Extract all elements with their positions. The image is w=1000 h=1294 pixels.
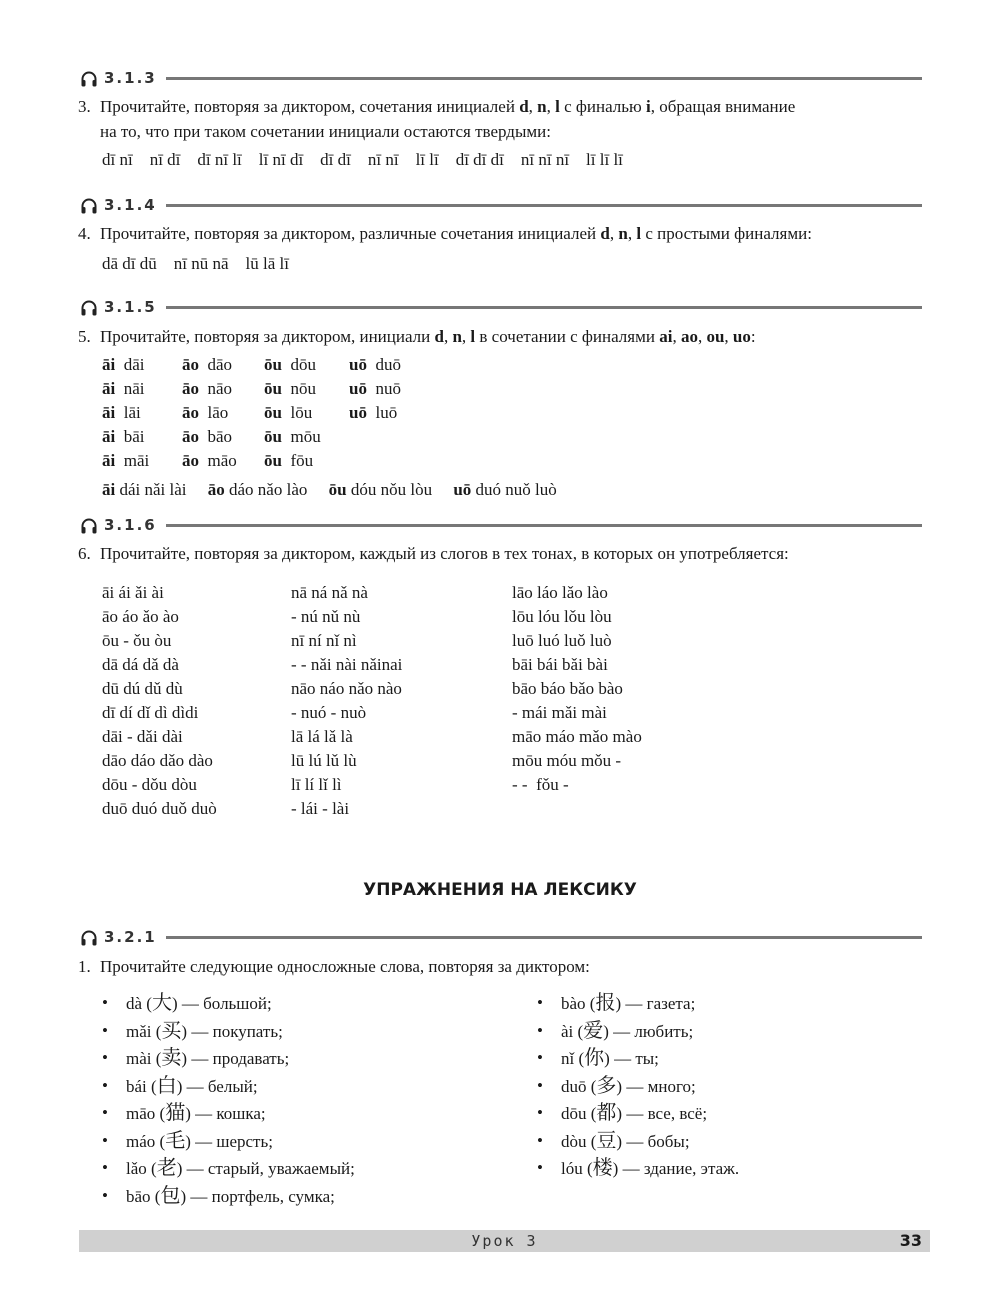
tone-line: mōu móu mǒu - <box>512 751 622 770</box>
tone-line: - nuó - nuò <box>291 703 367 722</box>
page-footer <box>79 1230 930 1252</box>
section-rule <box>166 306 922 309</box>
tone-column-2 <box>291 581 402 821</box>
headphones-icon <box>80 197 98 215</box>
vocab-item: • māo (猫) — кошка; <box>102 1100 355 1128</box>
tone-line: lū lú lǔ lù <box>291 751 357 770</box>
tone-line: dāi - dǎi dài <box>102 727 183 746</box>
exercise-4-instruction: 4. Прочитайте, повторяя за диктором, различные сочетания инициалей d, n, l с простыми финалями: <box>78 224 812 243</box>
tone-line: dāo dáo dǎo dào <box>102 751 213 770</box>
final-ai-column: āi dāi āi nāi āi lāi āi bāi āi māi <box>102 355 150 470</box>
tone-line: lī lí lǐ lì <box>291 775 342 794</box>
vocab-item: • dà (大) — большой; <box>102 990 355 1018</box>
vocab-item: • lǎo (老) — старый, уважаемый; <box>102 1155 355 1183</box>
tone-line: lōu lóu lǒu lòu <box>512 607 612 626</box>
tone-line: bāo báo bǎo bào <box>512 679 623 698</box>
vocab-item: • bāo (包) — портфель, сумка; <box>102 1183 355 1211</box>
tone-line: - - fǒu - <box>512 775 569 794</box>
syllable-row: dī nī nī dī dī nī lī lī nī dī dī dī nī nī lī lī dī dī dī nī nī nī lī lī lī <box>102 150 623 169</box>
tone-line: - mái mǎi mài <box>512 703 607 722</box>
final-ao-column: āo dāo āo nāo āo lāo āo bāo āo māo <box>182 355 237 470</box>
tone-line: luō luó luǒ luò <box>512 631 612 650</box>
vocab-item: • lóu (楼) — здание, этаж. <box>537 1155 739 1183</box>
vocab-item: • duō (多) — много; <box>537 1073 739 1101</box>
exercise-3-instruction: 3. Прочитайте, повторяя за диктором, сочетания инициалей d, n, l с финалью i, обращая внимание на то, что при таком сочетании инициали остаются твердыми: <box>78 97 796 141</box>
section-header-3-1-6 <box>80 516 922 538</box>
section-number: 3.1.4 <box>104 196 157 214</box>
section-header-3-1-4 <box>80 196 922 218</box>
section-header-3-2-1 <box>80 928 922 950</box>
page-number: 33 <box>899 1231 922 1250</box>
section-rule <box>166 936 922 939</box>
tone-line: dū dú dǔ dù <box>102 679 183 698</box>
vocab-exercise-1-instruction: 1. Прочитайте следующие односложные слова, повторяя за диктором: <box>78 957 590 976</box>
tone-line: nī ní nǐ nì <box>291 631 357 650</box>
section-rule <box>166 524 922 527</box>
vocab-item: • dòu (豆) — бобы; <box>537 1128 739 1156</box>
tone-line: ōu - ǒu òu <box>102 631 172 650</box>
vocab-item: • bái (白) — белый; <box>102 1073 355 1101</box>
tone-line: dōu - dǒu dòu <box>102 775 197 794</box>
vocab-item: • nǐ (你) — ты; <box>537 1045 739 1073</box>
section-number: 3.1.3 <box>104 69 157 87</box>
tone-line: āi ái ǎi ài <box>102 583 164 602</box>
headphones-icon <box>80 70 98 88</box>
vocab-item: • ài (爱) — любить; <box>537 1018 739 1046</box>
syllable-row: dā dī dū nī nū nā lū lā lī <box>102 254 289 273</box>
headphones-icon <box>80 299 98 317</box>
final-ou-column: ōu dōu ōu nōu ōu lōu ōu mōu ōu fōu <box>264 355 321 470</box>
tone-line: lā lá lǎ là <box>291 727 353 746</box>
tone-column-3 <box>512 581 642 797</box>
tone-summary-row: āi dái nǎi lài āo dáo nǎo lào ōu dóu nǒu lòu uō duó nuǒ luò <box>102 480 557 499</box>
tone-line: dā dá dǎ dà <box>102 655 179 674</box>
tone-line: duō duó duǒ duò <box>102 799 217 818</box>
section-number: 3.2.1 <box>104 928 157 946</box>
exercise-6-instruction: 6. Прочитайте, повторяя за диктором, каждый из слогов в тех тонах, в которых он употребляется: <box>78 544 789 563</box>
tone-line: - - nǎi nài nǎinai <box>291 655 403 674</box>
tone-column-1 <box>102 581 217 821</box>
vocab-item: • mǎi (买) — покупать; <box>102 1018 355 1046</box>
vocab-item: • máo (毛) — шерсть; <box>102 1128 355 1156</box>
tone-line: bāi bái bǎi bài <box>512 655 608 674</box>
section-header-3-1-3 <box>80 69 922 91</box>
tone-line: āo áo ǎo ào <box>102 607 179 626</box>
vocab-item: • dōu (都) — все, всё; <box>537 1100 739 1128</box>
section-number: 3.1.5 <box>104 298 157 316</box>
final-uo-column: uō duō uō nuō uō luō <box>349 355 401 422</box>
lesson-label: Урок 3 <box>471 1232 538 1250</box>
tone-line: - nú nǔ nù <box>291 607 361 626</box>
tone-line: nāo náo nǎo nào <box>291 679 402 698</box>
section-rule <box>166 204 922 207</box>
vocab-list-right <box>537 990 739 1183</box>
tone-line: nā ná nǎ nà <box>291 583 368 602</box>
tone-line: lāo láo lǎo lào <box>512 583 608 602</box>
vocabulary-heading: УПРАЖНЕНИЯ НА ЛЕКСИКУ <box>363 880 637 900</box>
tone-line: - lái - lài <box>291 799 350 818</box>
exercise-5-instruction: 5. Прочитайте, повторяя за диктором, инициали d, n, l в сочетании с финалями ai, ao, ou, uo: <box>78 327 756 346</box>
section-number: 3.1.6 <box>104 516 157 534</box>
vocab-item: • mài (卖) — продавать; <box>102 1045 355 1073</box>
vocab-item: • bào (报) — газета; <box>537 990 739 1018</box>
section-rule <box>166 77 922 80</box>
headphones-icon <box>80 929 98 947</box>
vocab-list-left <box>102 990 355 1210</box>
headphones-icon <box>80 517 98 535</box>
tone-line: māo máo mǎo mào <box>512 727 642 746</box>
tone-line: dī dí dǐ dì dìdi <box>102 703 199 722</box>
section-header-3-1-5 <box>80 298 922 320</box>
